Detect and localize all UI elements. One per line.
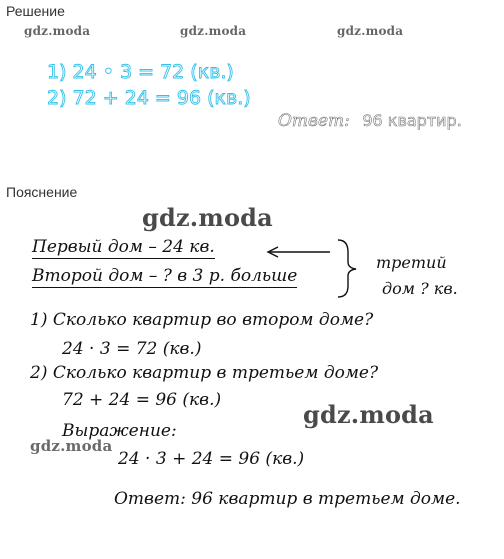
solution-heading: Решение: [6, 3, 65, 19]
solution-step-1: 1) 24 • 3 = 72 (кв.): [47, 61, 234, 83]
final-answer: Ответ: 96 квартир в третьем доме.: [114, 489, 461, 509]
explanation-heading: Пояснение: [6, 184, 78, 200]
solution-step-2: 2) 72 + 24 = 96 (кв.): [47, 87, 251, 109]
question-1: 1) Сколько квартир во втором доме?: [30, 310, 374, 330]
answer-label: Ответ:: [278, 111, 350, 131]
watermark: gdz.moda: [24, 24, 91, 38]
question-2: 2) Сколько квартир в третьем доме?: [30, 363, 379, 383]
bracket-label-line-2: дом ? кв.: [382, 279, 458, 298]
watermark: gdz.moda: [180, 24, 247, 38]
expression: 24 · 3 + 24 = 96 (кв.): [118, 449, 305, 469]
expression-label: Выражение:: [62, 421, 177, 441]
condition-line-1-text: Первый дом – 24 кв.: [32, 237, 215, 257]
answer-value: 96 квартир.: [362, 111, 462, 130]
bracket-label-line-1: третий: [376, 253, 447, 272]
condition-line-2-text: Второй дом – ? в 3 р. больше: [32, 266, 298, 286]
watermark: gdz.moda: [142, 203, 273, 232]
watermark: gdz.moda: [30, 437, 113, 455]
watermark: gdz.moda: [337, 24, 404, 38]
curly-brace-icon: [338, 240, 356, 297]
question-1-calc: 24 · 3 = 72 (кв.): [62, 339, 202, 359]
watermark: gdz.moda: [303, 400, 434, 429]
question-2-calc: 72 + 24 = 96 (кв.): [62, 390, 222, 410]
